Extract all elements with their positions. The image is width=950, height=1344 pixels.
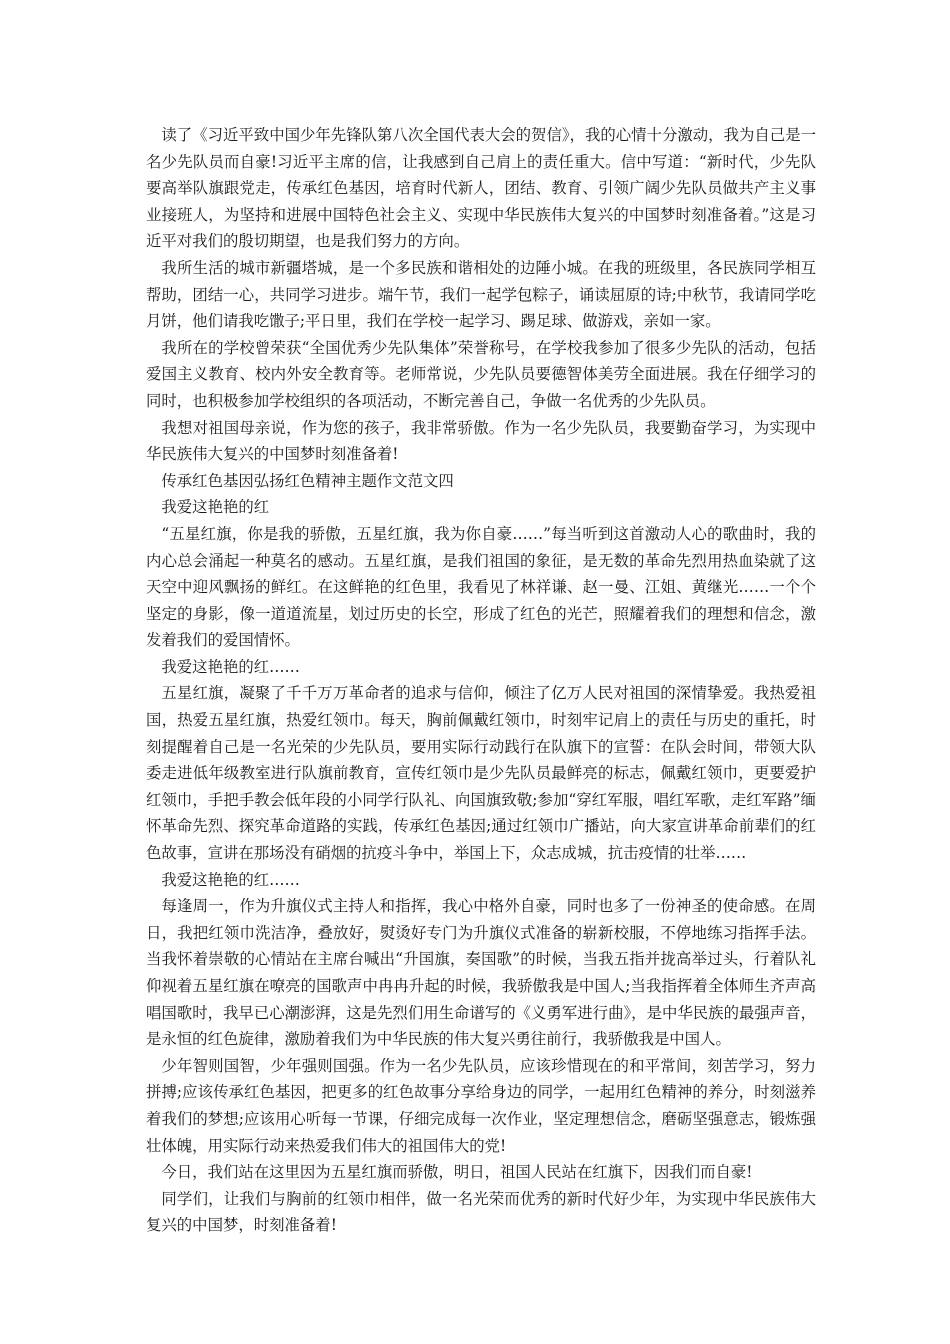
paragraph: 少年智则国智，少年强则国强。作为一名少先队员，应该珍惜现在的和平常间，刻苦学习，努力拼搏;应该传承红色基因，把更多的红色故事分享给身边的同学，一起用红色精神的养分，时刻滋养着我们的梦想;应该用心听每一节课，仔细完成每一次作业，坚定理想信念，磨砺坚强意志，锻炼强壮体魄，用实际行动来热爱我们伟大的祖国伟大的党! — [146, 1056, 816, 1155]
paragraph: 读了《习近平致中国少年先锋队第八次全国代表大会的贺信》，我的心情十分激动，我为自己是一名少先队员而自豪!习近平主席的信，让我感到自己肩上的责任重大。信中写道：“新时代，少先队要高举队旗跟党走，传承红色基因，培育时代新人，团结、教育、引领广阔少先队员做共产主义事业接班人，为坚持和进展中国特色社会主义、实现中华民族伟大复兴的中国梦时刻准备着。”这是习近平对我们的殷切期望，也是我们努力的方向。 — [146, 126, 816, 251]
paragraph: 每逢周一，作为升旗仪式主持人和指挥，我心中格外自豪，同时也多了一份神圣的使命感。在周日，我把红领巾洗洁净，叠放好，熨烫好专门为升旗仪式准备的崭新校服，不停地练习指挥手法。当我怀着崇敬的心情站在主席台喊出“升国旗，奏国歌”的时候，当我五指并拢高举过头，行着队礼仰视着五星红旗在嘹亮的国歌声中冉冉升起的时候，我骄傲我是中国人;当我指挥着全体师生齐声高唱国歌时，我早已心潮澎湃，这是先烈们用生命谱写的《义勇军进行曲》，是中华民族的最强声音，是永恒的红色旋律，激励着我们为中华民族的伟大复兴勇往前行，我骄傲我是中国人。 — [146, 897, 816, 1049]
paragraph: “五星红旗，你是我的骄傲，五星红旗，我为你自豪……”每当听到这首激动人心的歌曲时，我的内心总会涌起一种莫名的感动。五星红旗，是我们祖国的象征，是无数的革命先烈用热血染就了这天空中迎风飘扬的鲜红。在这鲜艳的红色里，我看见了林祥谦、赵一曼、江姐、黄继光……一个个坚定的身影，像一道道流星，划过历史的长空，形成了红色的光芒，照耀着我们的理想和信念，激发着我们的爱国情怀。 — [146, 524, 816, 650]
refrain-line: 我爱这艳艳的红…… — [161, 657, 300, 676]
essay-title: 传承红色基因弘扬红色精神主题作文范文四 — [161, 471, 454, 490]
paragraph: 我所生活的城市新疆塔城，是一个多民族和谐相处的边陲小城。在我的班级里，各民族同学相互帮助，团结一心，共同学习进步。端午节，我们一起学包粽子，诵读屈原的诗;中秋节，我请同学吃月饼，他们请我吃馓子;平日里，我们在学校一起学习、踢足球、做游戏，亲如一家。 — [146, 258, 816, 331]
paragraph: 我想对祖国母亲说，作为您的孩子，我非常骄傲。作为一名少先队员，我要勤奋学习，为实现中华民族伟大复兴的中国梦时刻准备着! — [146, 418, 816, 464]
paragraph: 同学们，让我们与胸前的红领巾相伴，做一名光荣而优秀的新时代好少年，为实现中华民族伟大复兴的中国梦，时刻准备着! — [146, 1189, 816, 1235]
paragraph: 我所在的学校曾荣获“全国优秀少先队集体”荣誉称号，在学校我参加了很多少先队的活动，包括爱国主义教育、校内外安全教育等。老师常说，少先队员要德智体美劳全面进展。我在仔细学习的同时，也积极参加学校组织的各项活动，不断完善自己，争做一名优秀的少先队员。 — [146, 338, 816, 410]
essay-subtitle: 我爱这艳艳的红 — [161, 498, 270, 517]
paragraph: 今日，我们站在这里因为五星红旗而骄傲，明日，祖国人民站在红旗下，因我们而自豪! — [161, 1163, 753, 1182]
paragraph: 五星红旗，凝聚了千千万万革命者的追求与信仰，倾注了亿万人民对祖国的深情挚爱。我热爱祖国，热爱五星红旗，热爱红领巾。每天，胸前佩戴红领巾，时刻牢记肩上的责任与历史的重托，时刻提醒着自己是一名光荣的少先队员，要用实际行动践行在队旗下的宣誓：在队会时间，带领大队委走进低年级教室进行队旗前教育，宣传红领巾是少先队员最鲜亮的标志，佩戴红领巾，更要爱护红领巾，手把手教会低年段的小同学行队礼、向国旗致敬;参加“穿红军服，唱红军歌，走红军路”缅怀革命先烈、探究革命道路的实践，传承红色基因;通过红领巾广播站，向大家宣讲革命前辈们的红色故事，宣讲在那场没有硝烟的抗疫斗争中，举国上下，众志成城，抗击疫情的壮举…… — [146, 684, 816, 863]
document-body — [146, 122, 816, 1239]
refrain-line: 我爱这艳艳的红…… — [161, 870, 300, 889]
